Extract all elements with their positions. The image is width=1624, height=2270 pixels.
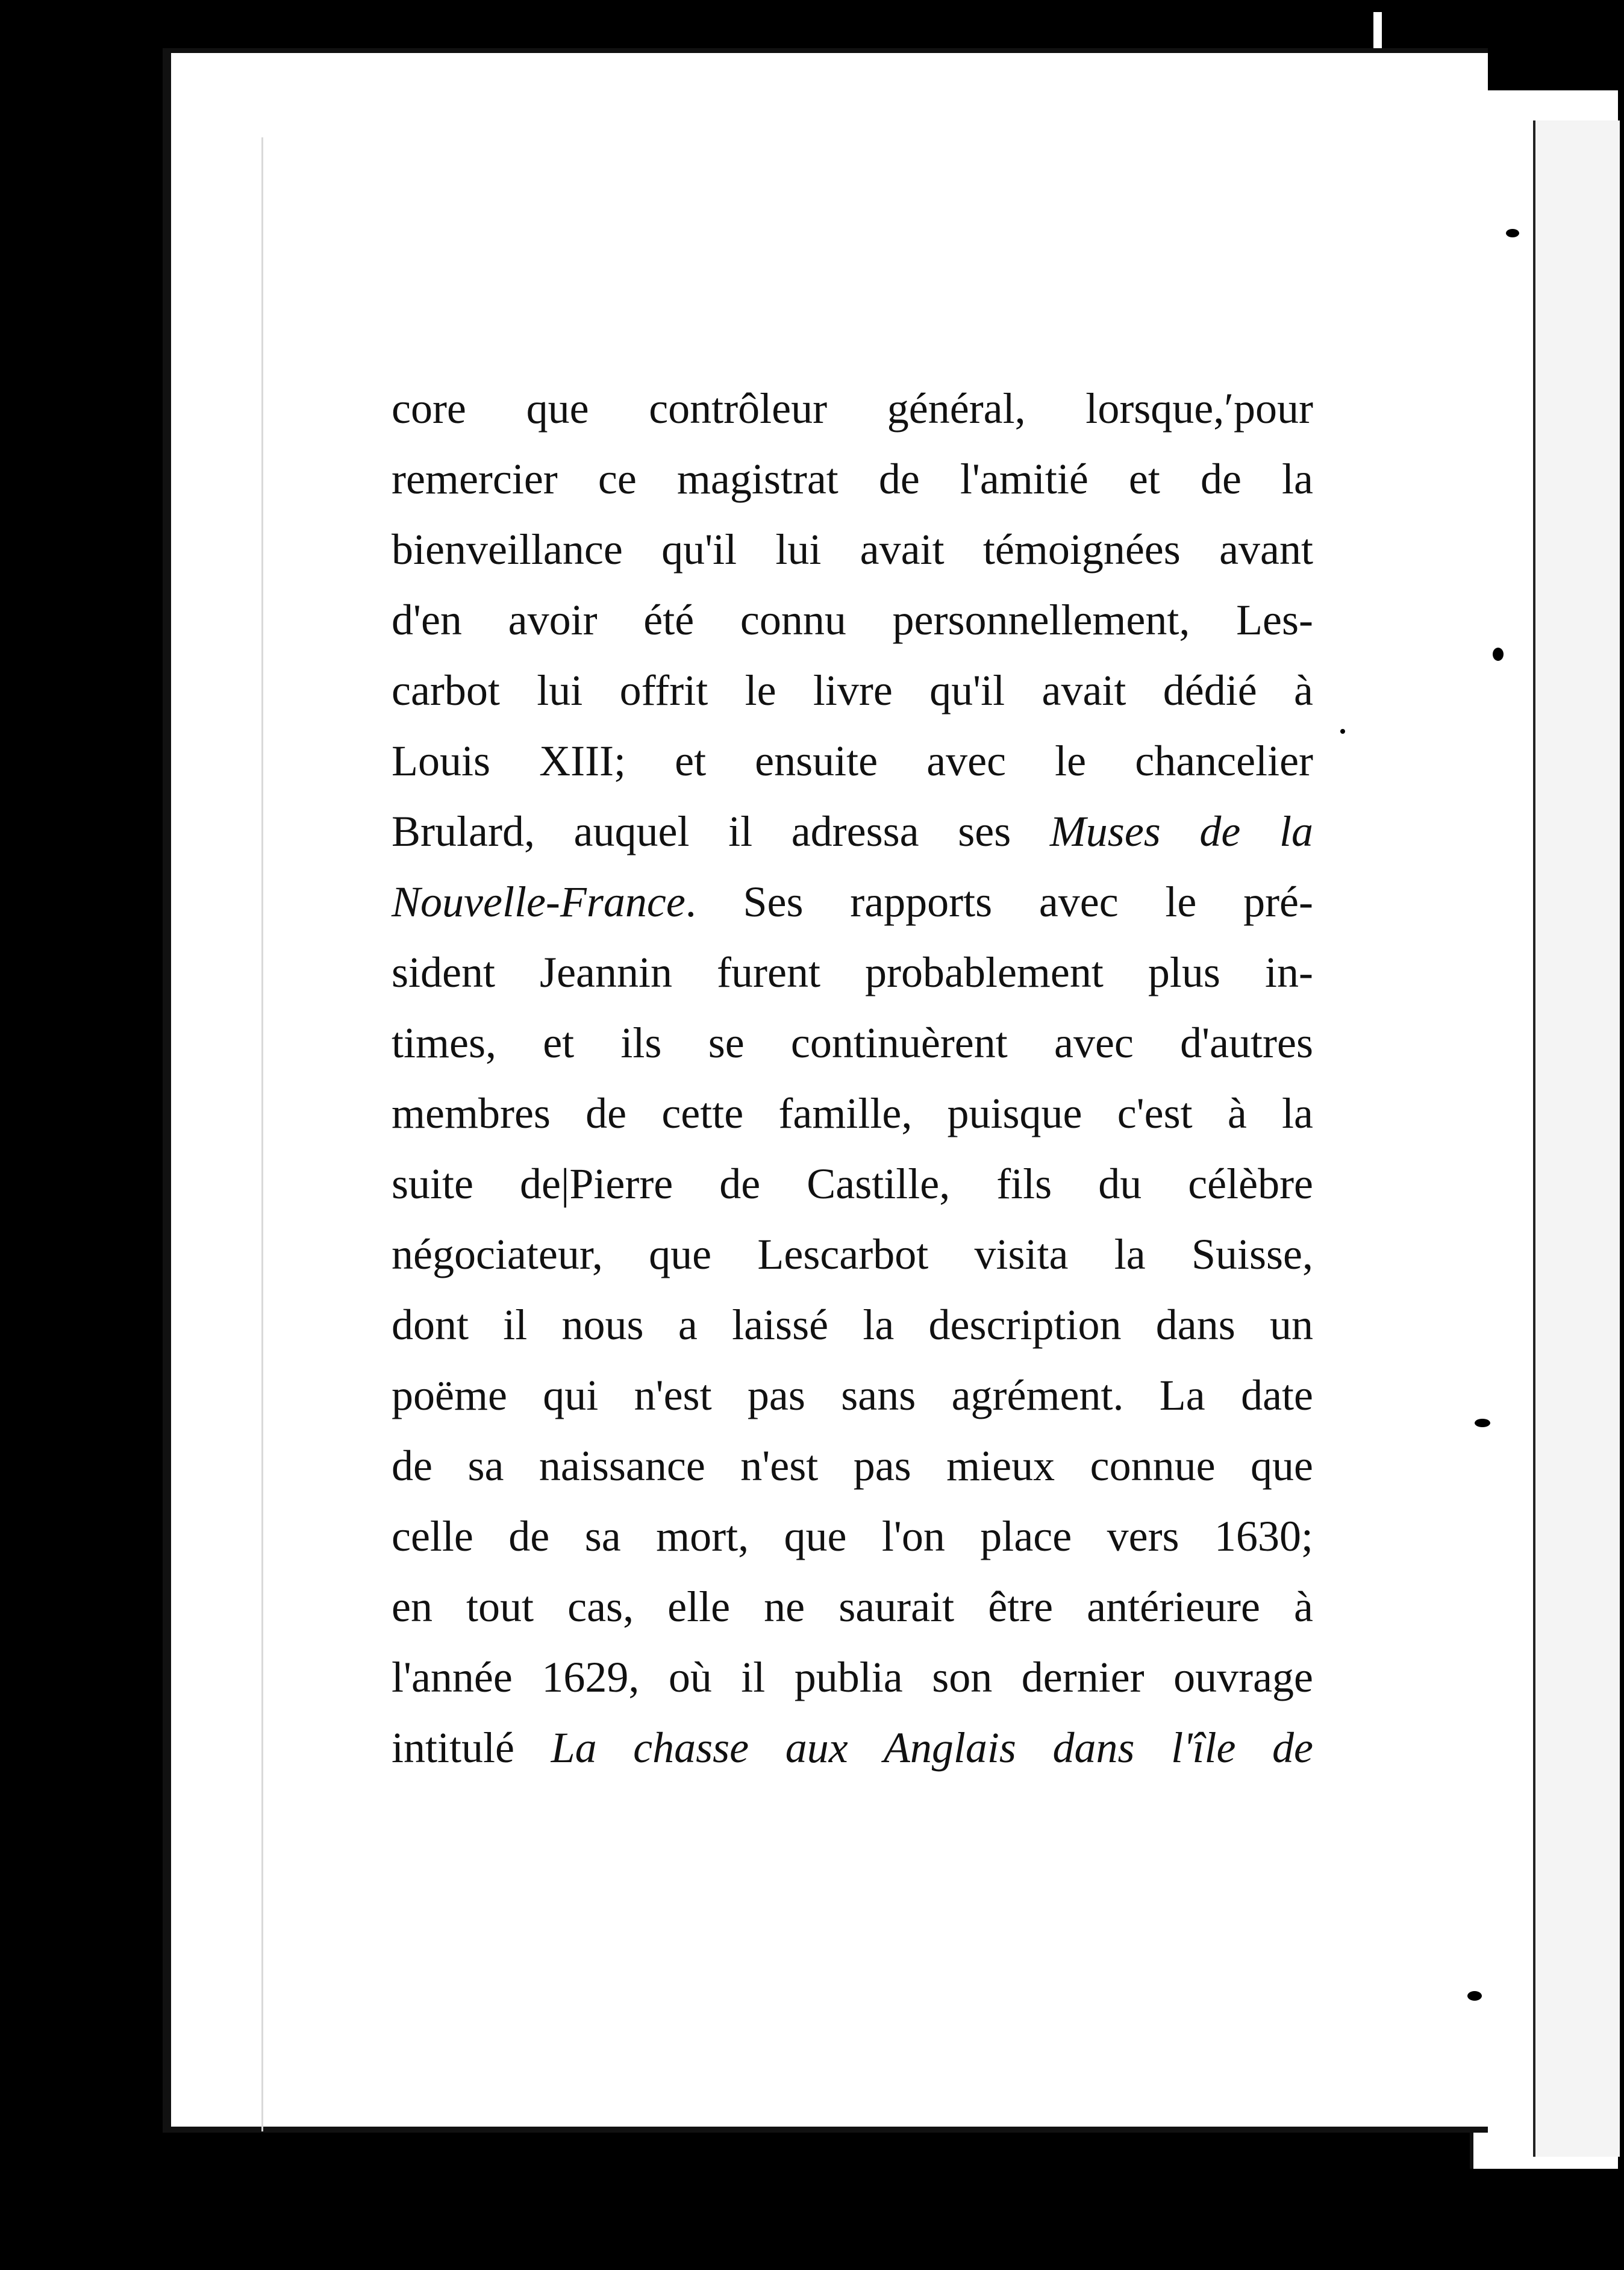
line-text: suite de|Pierre de Castille, fils du célèbre: [392, 1160, 1313, 1208]
line-text: intitulé: [392, 1724, 551, 1772]
text-line: [392, 514, 1313, 585]
text-line: [392, 585, 1313, 655]
line-text: Louis XIII; et ensuite avec le chancelier: [392, 737, 1313, 785]
scan-speck: [1475, 1419, 1490, 1427]
scan-speck: [1340, 729, 1345, 734]
scan-speck: [89, 1551, 95, 1557]
text-line: [392, 867, 1313, 937]
italic-title-text: La chasse aux Anglais dans l'île de: [551, 1724, 1313, 1772]
line-text: poëme qui n'est pas sans agrément. La date: [392, 1371, 1313, 1419]
line-text: de sa naissance n'est pas mieux connue que: [392, 1442, 1313, 1490]
line-text: times, et ils se continuèrent avec d'autres: [392, 1019, 1313, 1067]
line-text: core que contrôleur général, lorsque,ʹpour: [392, 384, 1313, 433]
text-line: [392, 1008, 1313, 1078]
line-text: sident Jeannin furent probablement plus in-: [392, 948, 1313, 996]
body-text: [392, 374, 1313, 1783]
text-line: [392, 1713, 1313, 1783]
text-line: [392, 1149, 1313, 1219]
scan-artifact: [1373, 12, 1382, 48]
italic-title-text: Nouvelle-France: [392, 878, 686, 926]
text-line: [392, 937, 1313, 1008]
scan-speck: [1467, 1991, 1482, 2001]
text-line: [392, 444, 1313, 514]
italic-title-text: Muses de la: [1049, 807, 1313, 855]
text-line: [392, 726, 1313, 796]
line-text: membres de cette famille, puisque c'est à la: [392, 1089, 1313, 1137]
line-text: . Ses rapports avec le pré-: [685, 878, 1313, 926]
text-line: [392, 1360, 1313, 1431]
text-line: [392, 1431, 1313, 1501]
text-line: [392, 1501, 1313, 1572]
line-text: bienveillance qu'il lui avait témoignées avant: [392, 525, 1313, 574]
text-line: [392, 1219, 1313, 1290]
page-margin-rule: [261, 137, 263, 2131]
line-text: en tout cas, elle ne saurait être antérieure à: [392, 1583, 1313, 1631]
text-line: [392, 1642, 1313, 1713]
line-text: remercier ce magistrat de l'amitié et de la: [392, 455, 1313, 503]
line-text: négociateur, que Lescarbot visita la Suisse,: [392, 1230, 1313, 1278]
line-text: d'en avoir été connu personnellement, Les-: [392, 596, 1313, 644]
line-text: l'année 1629, où il publia son dernier ouvrage: [392, 1653, 1313, 1701]
text-line: [392, 374, 1313, 444]
text-line: [392, 1290, 1313, 1360]
line-text: Brulard, auquel il adressa ses: [392, 807, 1050, 855]
text-line: [392, 655, 1313, 726]
line-text: carbot lui offrit le livre qu'il avait dédié à: [392, 666, 1313, 714]
text-line: [392, 1572, 1313, 1642]
scan-speck: [1506, 229, 1519, 237]
text-line: [392, 796, 1313, 867]
text-line: [392, 1078, 1313, 1149]
back-page-edge-inner: [1533, 120, 1620, 2157]
scan-speck: [1493, 648, 1504, 661]
line-text: dont il nous a laissé la description dans un: [392, 1301, 1313, 1349]
line-text: celle de sa mort, que l'on place vers 1630;: [392, 1512, 1313, 1560]
